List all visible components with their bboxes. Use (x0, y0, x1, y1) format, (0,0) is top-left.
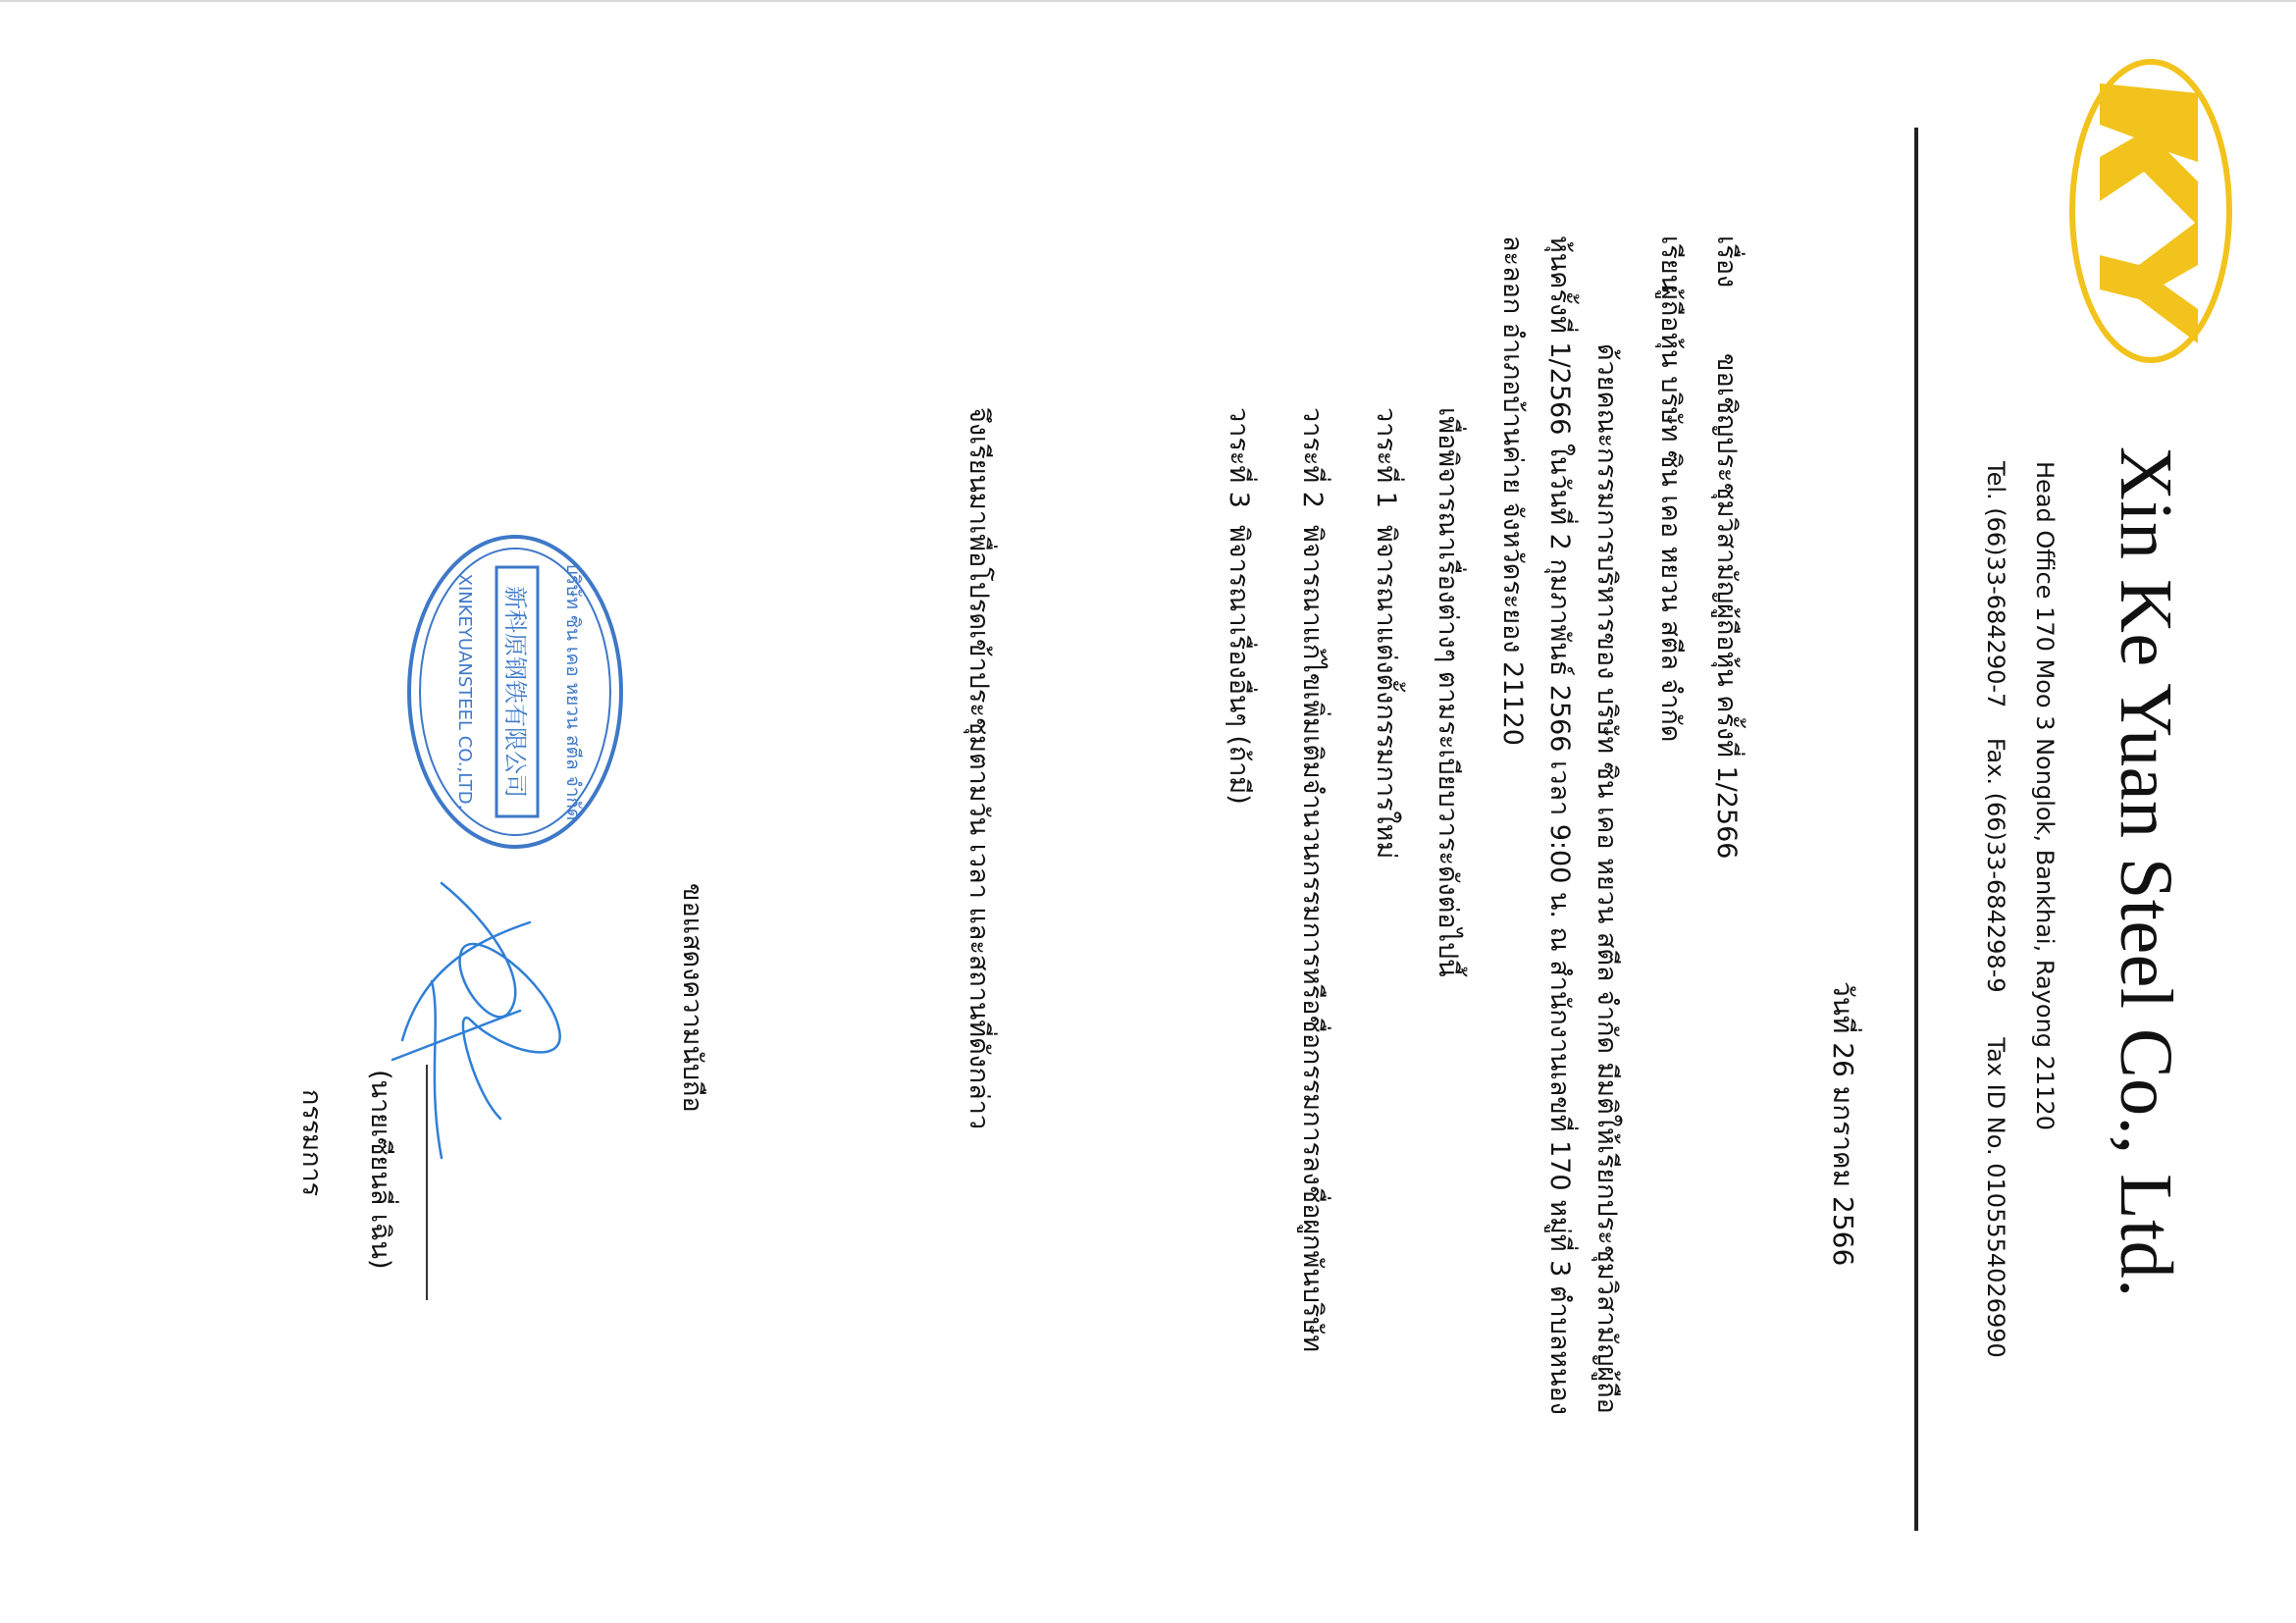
sign-off: ขอแสดงความนับถือ (677, 883, 707, 1113)
recipient-line (1650, 236, 1693, 742)
body-line-2: หุ้นครั้งที่ 1/2566 ในวันที่ 2 กุมภาพันธ์ 2566 เวลา 9:00 น. ณ สำนักงานเลขที่ 170 หมู่ที่ 3 ตำบลหนอง (1544, 236, 1575, 1415)
seal-english-text: XINKEYUANSTEEL CO.,LTD. (454, 573, 475, 811)
company-name: Xin Ke Yuan Steel Co., Ltd. (2105, 446, 2187, 1298)
fax-number: Fax. (66)33-684298-9 (1982, 737, 2009, 993)
page-edge (0, 0, 2296, 2)
contact-info (1982, 461, 2009, 1358)
body-line-1: ด้วยคณะกรรมการบริหารของ บริษัท ซิน เคอ หยวน สตีล จำกัด มีมติให้เรียกประชุมวิสามัญผู้ถือ (1592, 343, 1622, 1414)
company-logo (2065, 54, 2237, 368)
agenda-text: พิจารณาแก้ไขเพิ่มเติมจำนวนกรรมการหรือชื่อกรรมการลงชื่อผูกพันบริษัท (1297, 525, 1328, 1353)
signature-line (426, 1065, 428, 1300)
subject-line (1706, 236, 1748, 859)
recipient-label: เรียน (1655, 236, 1686, 293)
body-line-4: เพื่อพิจารณาเรื่องต่างๆ ตามระเบียบวาระดังต่อไปนี้ (1433, 407, 1463, 977)
agenda-label: วาระที่ 1 (1371, 407, 1401, 508)
agenda-label: วาระที่ 2 (1297, 407, 1328, 508)
recipient-text: ผู้ถือหุ้น บริษัท ซิน เคอ หยวน สตีล จำกัด (1655, 285, 1686, 743)
agenda-item (1292, 407, 1334, 1352)
agenda-text: พิจารณาแต่งตั้งกรรมการใหม่ (1371, 525, 1401, 860)
handwritten-signature (373, 864, 589, 1168)
seal-thai-text: บริษัท ซิน เคอ หยวน สตีล จำกัด (562, 562, 584, 821)
subject-text: ขอเชิญประชุมวิสามัญผู้ถือหุ้น ครั้งที่ 1/2566 (1711, 353, 1742, 860)
agenda-text: พิจารณาเรื่องอื่นๆ (ถ้ามี) (1224, 525, 1254, 805)
signer-title: กรรมการ (296, 1089, 327, 1197)
closing-text: จึงเรียนมาเพื่อโปรดเข้าประชุมตามวัน เวลา และสถานที่ดังกล่าว (964, 407, 994, 1130)
tel-number: Tel. (66)33-684290-7 (1982, 461, 2009, 708)
letterhead-divider (1914, 128, 1918, 1531)
subject-label: เรื่อง (1711, 236, 1742, 288)
letter-date: วันที่ 26 มกราคม 2566 (1827, 981, 1859, 1267)
signer-name: (นายเซียนลี่ เฉิน) (365, 1070, 395, 1270)
agenda-item (1219, 407, 1261, 805)
company-seal (402, 530, 628, 854)
head-office-address: Head Office 170 Moo 3 Nonglok, Bankhai, Rayong 21120 (2031, 461, 2059, 1130)
seal-chinese-text: 新科原钢铁有限公司 (501, 586, 529, 798)
agenda-label: วาระที่ 3 (1224, 407, 1254, 508)
agenda-item (1366, 407, 1408, 859)
body-line-3: ละลอก อำเภอบ้านค่าย จังหวัดระยอง 21120 (1497, 236, 1528, 746)
tax-id: Tax ID No. 0105554026990 (1982, 1037, 2009, 1358)
